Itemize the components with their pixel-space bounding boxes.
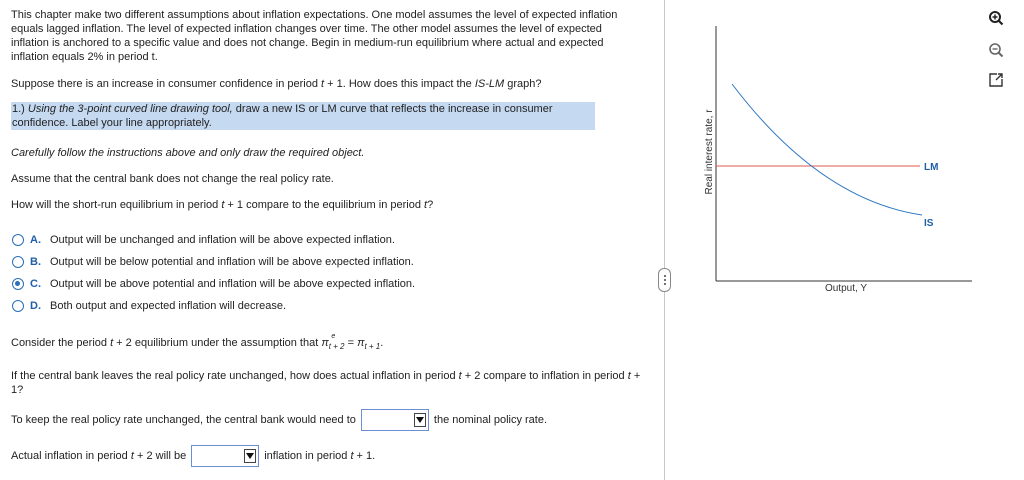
option-text: Both output and expected inflation will decrease.: [50, 300, 287, 312]
actual-inflation-dropdown[interactable]: [191, 445, 259, 467]
option-text: Output will be above potential and inflation will be above expected inflation.: [50, 278, 416, 290]
option-b[interactable]: [12, 255, 414, 269]
option-letter: C.: [30, 278, 41, 290]
policy-rate-suffix: the nominal policy rate.: [433, 414, 548, 426]
mc-question: How will the short-run equilibrium in period t + 1 compare to the equilibrium in period t?: [11, 199, 434, 211]
policy-rate-dropdown[interactable]: [361, 409, 429, 431]
is-curve[interactable]: [732, 84, 922, 215]
zoom-in-icon[interactable]: [988, 10, 1004, 26]
actual-inflation-prompt: Actual inflation in period t + 2 will be: [11, 450, 187, 462]
assumption-text: Assume that the central bank does not change the real policy rate.: [11, 173, 334, 185]
instruction-note: Carefully follow the instructions above and only draw the required object.: [11, 147, 365, 159]
is-lm-graph[interactable]: [700, 0, 980, 300]
option-a[interactable]: [12, 233, 395, 247]
option-letter: A.: [30, 234, 41, 246]
actual-inflation-suffix: inflation in period t + 1.: [264, 450, 376, 462]
policy-rate-row: [11, 409, 547, 431]
question-prompt: Suppose there is an increase in consumer confidence in period t + 1. How does this impact the IS-LM graph?: [11, 78, 542, 90]
is-label: IS: [924, 218, 934, 229]
option-text: Output will be unchanged and inflation will be above expected inflation.: [50, 234, 395, 246]
panel-divider: [664, 0, 665, 480]
intro-text: This chapter make two different assumptions about inflation expectations. One model assumes the level of expected inflation equals lagged inflation. The level of expected inflation changes over time. The other model assumes the level of expected inflation is anchored to a specific value and does not change. Begin in medium-run equilibrium where actual and expected inflation equals 2% in period t.: [11, 9, 618, 63]
policy-rate-prompt: To keep the real policy rate unchanged, the central bank would need to: [11, 414, 356, 426]
lm-label: LM: [924, 162, 939, 173]
option-letter: B.: [30, 256, 41, 268]
popout-icon[interactable]: [988, 72, 1004, 88]
actual-inflation-row: [11, 445, 375, 467]
consider-text: Consider the period t + 2 equilibrium under the assumption that π e $_{t + 2} = \pi_{t + 1}$.: [11, 333, 384, 351]
option-letter: D.: [30, 300, 41, 312]
zoom-out-icon[interactable]: [988, 42, 1004, 58]
radio-button-selected[interactable]: [12, 278, 24, 290]
dropdown-arrow-icon[interactable]: [244, 449, 256, 463]
splitter-handle[interactable]: [658, 268, 671, 292]
inflation-question: If the central bank leaves the real policy rate unchanged, how does actual inflation in period t + 2 compare to inflation in period t + 1?: [11, 370, 641, 396]
radio-button[interactable]: [12, 234, 24, 246]
dropdown-arrow-icon[interactable]: [414, 413, 426, 427]
option-d[interactable]: [12, 299, 286, 313]
drawing-task: 1.) Using the 3-point curved line drawing tool, draw a new IS or LM curve that reflects the increase in consumer confidence. Label your line appropriately.: [11, 102, 595, 130]
radio-button[interactable]: [12, 300, 24, 312]
y-axis-label: Real interest rate, r: [704, 109, 715, 195]
option-text: Output will be below potential and inflation will be above expected inflation.: [50, 256, 414, 268]
radio-button[interactable]: [12, 256, 24, 268]
option-c[interactable]: [12, 277, 415, 291]
x-axis-label: Output, Y: [824, 283, 868, 294]
